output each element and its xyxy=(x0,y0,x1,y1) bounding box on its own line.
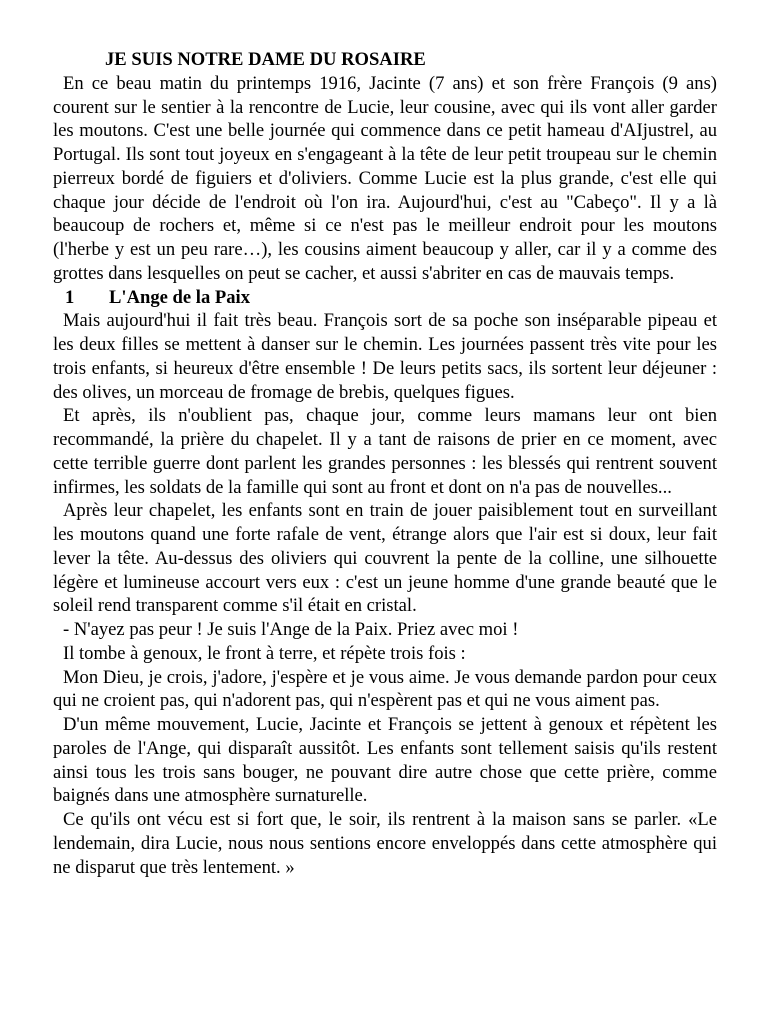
intro-paragraph: En ce beau matin du printemps 1916, Jacinte (7 ans) et son frère François (9 ans) courent sur le sentier à la rencontre de Lucie, leur cousine, avec qui ils vont aller garder les moutons. C'est une belle journée qui commence dans ce petit hameau d'AIjustrel, au Portugal. Ils sont tout joyeux en s'engageant à la tête de leur petit troupeau sur le chemin pierreux bordé de figuiers et d'oliviers. Comme Lucie est la plus grande, c'est elle qui chaque jour décide de l'endroit où l'on ira. Aujourd'hui, c'est au "Cabeço". Il y a là beaucoup de rochers et, même si ce n'est pas le meilleur endroit pour les moutons (l'herbe y est un peu rare…), les cousins aiment beaucoup y aller, car il y a comme des grottes dans lesquelles on peut se cacher, et aussi s'abriter en cas de mauvais temps. xyxy=(53,72,717,284)
paragraph: Ce qu'ils ont vécu est si fort que, le soir, ils rentrent à la maison sans se parler. «Le lendemain, dira Lucie, nous nous sentions encore enveloppés dans cette atmosphère qui ne disparut que très lentement. » xyxy=(53,809,717,878)
paragraph: Et après, ils n'oublient pas, chaque jour, comme leurs mamans leur ont bien recommandé, la prière du chapelet. Il y a tant de raisons de prier en ce moment, avec cette terrible guerre dont parlent les grandes personnes : les blessés qui rentrent souvent infirmes, les soldats de la famille qui sont au front et dont on n'a pas de nouvelles... xyxy=(53,405,717,498)
paragraph: Mais aujourd'hui il fait très beau. François sort de sa poche son inséparable pipeau et les deux filles se mettent à danser sur le chemin. Les journées passent très vite pour les trois enfants, si heureux d'être ensemble ! De leurs petits sacs, ils sortent leur déjeuner : des olives, un morceau de fromage de brebis, quelques figues. xyxy=(53,310,717,403)
paragraph: Après leur chapelet, les enfants sont en train de jouer paisiblement tout en surveillant les moutons quand une forte rafale de vent, étrange alors que l'air est si doux, leur fait lever la tête. Au-dessus des oliviers qui couvrent la pente de la colline, une silhouette légère et lumineuse accourt vers eux : c'est un jeune homme d'une grande beauté que le soleil rend transparent comme s'il était en cristal. xyxy=(53,500,717,617)
paragraph: Il tombe à genoux, le front à terre, et répète trois fois : xyxy=(63,642,466,664)
paragraph: D'un même mouvement, Lucie, Jacinte et François se jettent à genoux et répètent les paroles de l'Ange, qui disparaît aussitôt. Les enfants sont tellement saisis qu'ils restent ainsi tous les trois sans bouger, ne pouvant dire autre chose que cette prière, comme baignés dans une atmosphère surnaturelle. xyxy=(53,714,717,807)
document-title: JE SUIS NOTRE DAME DU ROSAIRE xyxy=(105,49,426,70)
paragraph: Mon Dieu, je crois, j'adore, j'espère et je vous aime. Je vous demande pardon pour ceux qui ne croient pas, qui n'adorent pas, qui n'espèrent pas et qui ne vous aiment pas. xyxy=(53,666,717,712)
section-heading xyxy=(53,286,717,310)
document-page xyxy=(53,48,717,879)
paragraph: - N'ayez pas peur ! Je suis l'Ange de la Paix. Priez avec moi ! xyxy=(63,619,519,640)
section-title: L'Ange de la Paix xyxy=(109,286,251,308)
section-number: 1 xyxy=(65,286,75,308)
